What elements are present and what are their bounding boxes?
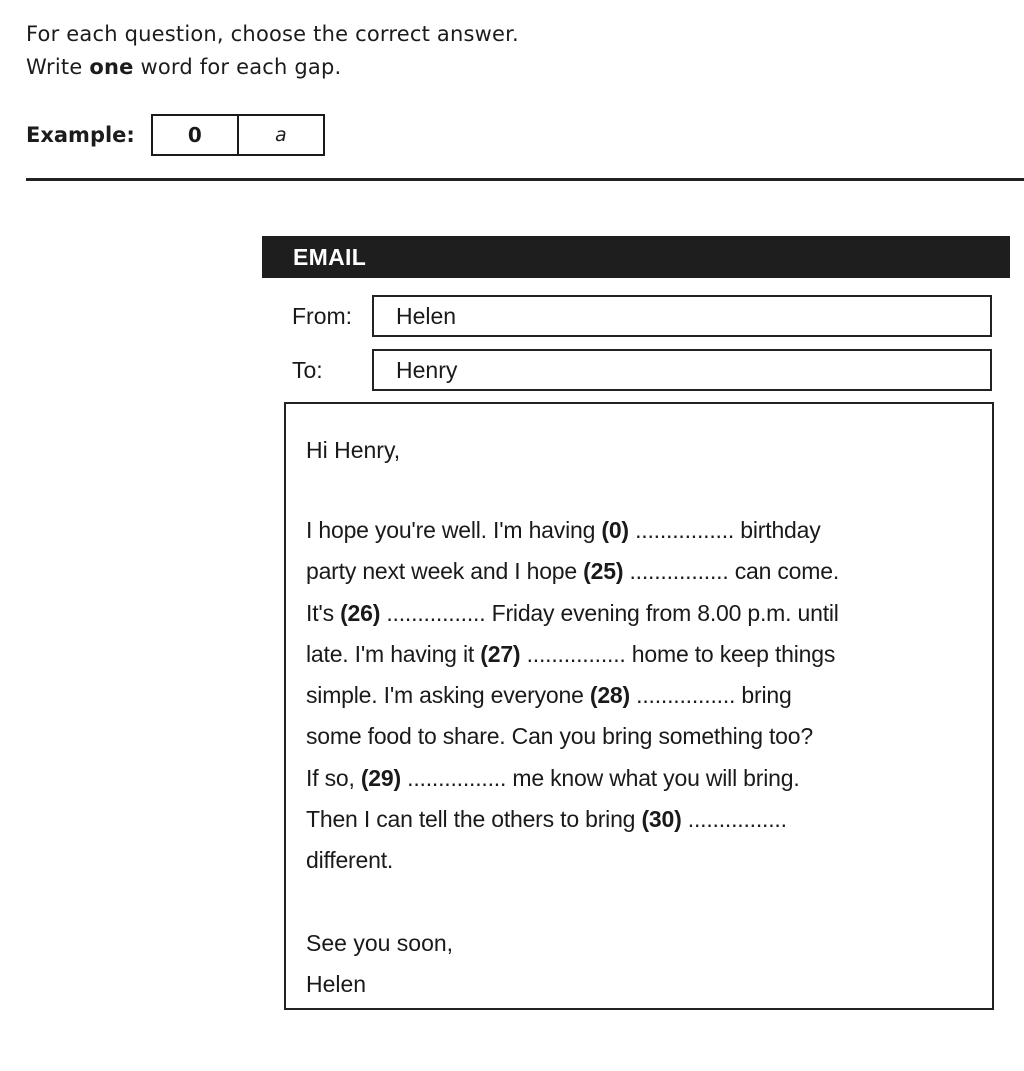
- gap-number: (28): [589, 682, 630, 709]
- email-greeting: Hi Henry,: [306, 437, 401, 463]
- gap-number: (26): [340, 599, 381, 626]
- example-row: [26, 112, 325, 158]
- line-text: ................ me know what you will bring.: [400, 764, 800, 791]
- email-line: [306, 799, 972, 840]
- line-text: If so,: [306, 764, 361, 791]
- line-text: some food to share. Can you bring something too?: [306, 723, 813, 750]
- email-line: [306, 758, 972, 799]
- to-row: [292, 348, 992, 392]
- email-line: [306, 510, 972, 551]
- line-text: ................ birthday: [628, 517, 821, 543]
- gap-number: (25): [583, 558, 624, 585]
- email-line: [306, 716, 972, 757]
- line-text: late. I'm having it: [306, 640, 481, 667]
- line-text: ................ bring: [629, 682, 792, 709]
- from-label: From:: [292, 302, 353, 329]
- line-text: Then I can tell the others to bring: [306, 806, 642, 833]
- gap-number: (27): [480, 640, 521, 667]
- from-row: [292, 294, 992, 338]
- email-body: [284, 402, 994, 1010]
- gap-number: (29): [360, 764, 401, 791]
- line-text: ................ home to keep things: [520, 640, 836, 667]
- line-text: different.: [306, 847, 394, 874]
- line-text: I hope you're well. I'm having: [306, 517, 602, 543]
- email-signature: Helen: [306, 970, 367, 997]
- gap-number: (30): [641, 806, 682, 833]
- email-line: [306, 840, 972, 881]
- instruction-text: word for each gap.: [133, 55, 342, 79]
- instruction-line-2: [26, 51, 519, 84]
- instructions: [26, 18, 519, 84]
- email-signoff-block: [306, 923, 972, 1005]
- line-text: ................: [681, 806, 787, 833]
- gap-number: (0): [601, 517, 629, 543]
- email-line: [306, 634, 972, 675]
- email-line: [306, 675, 972, 716]
- email-line: [306, 593, 972, 634]
- line-text: ................ can come.: [623, 558, 840, 585]
- email-signoff: See you soon,: [306, 929, 454, 956]
- instruction-text: Write: [26, 55, 90, 79]
- line-text: ................ Friday evening from 8.00 p.m. until: [380, 599, 839, 626]
- from-field: Helen: [372, 295, 992, 337]
- email-paragraph: [306, 510, 972, 882]
- instruction-emphasis: one: [89, 55, 134, 79]
- line-text: simple. I'm asking everyone: [306, 682, 590, 709]
- divider: [26, 178, 1024, 181]
- email-line: [306, 551, 972, 592]
- example-answer: a: [275, 124, 287, 146]
- example-label: Example:: [26, 123, 135, 147]
- line-text: party next week and I hope: [306, 558, 584, 585]
- email-header: EMAIL: [262, 236, 1010, 278]
- to-label: To:: [292, 356, 323, 383]
- example-box: [151, 114, 325, 156]
- line-text: It's: [306, 599, 341, 626]
- instruction-line-1: For each question, choose the correct answer.: [26, 22, 519, 46]
- to-field: Henry: [372, 349, 992, 391]
- example-number: 0: [153, 116, 239, 154]
